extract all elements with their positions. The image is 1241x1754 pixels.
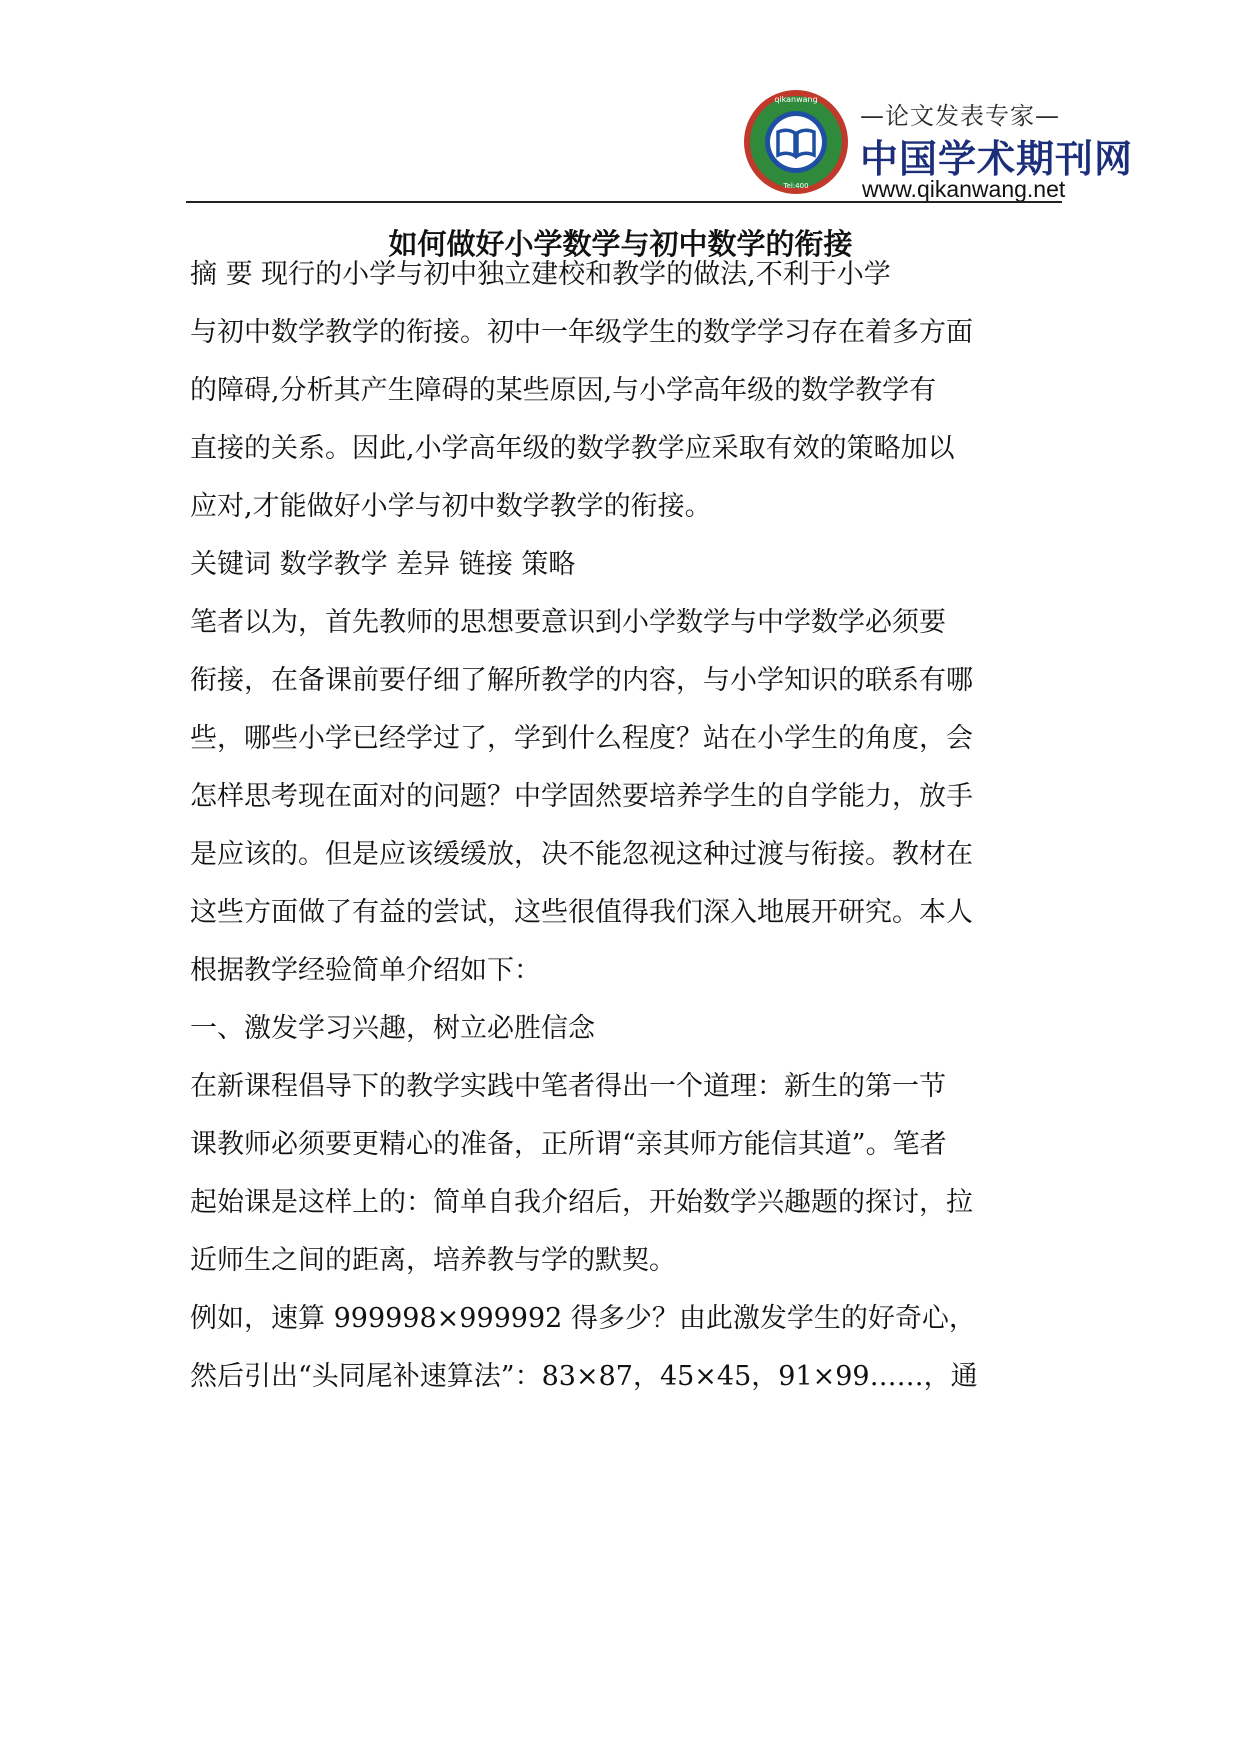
text-line: 近师生之间的距离，培养教与学的默契。 [190,1245,676,1276]
text-line: 应对,才能做好小学与初中数学教学的衔接。 [190,491,712,522]
text-line: 课教师必须要更精心的准备，正所谓“亲其师方能信其道”。笔者 [190,1129,947,1160]
logo-slogan: —论文发表专家— [860,102,1060,130]
book-seal-icon [742,88,850,196]
keywords-line: 关键词 数学教学 差异 链接 策略 [190,549,576,580]
text-line: 例如，速算 999998×999992 得多少？由此激发学生的好奇心， [190,1303,976,1334]
text-line: 然后引出“头同尾补速算法”：83×87，45×45，91×99……，通 [190,1361,978,1392]
text-line: 这些方面做了有益的尝试，这些很值得我们深入地展开研究。本人 [190,897,973,928]
text-line: 是应该的。但是应该缓缓放，决不能忽视这种过渡与衔接。教材在 [190,839,973,870]
text-line: 笔者以为，首先教师的思想要意识到小学数学与中学数学必须要 [190,607,946,638]
article-title: 如何做好小学数学与初中数学的衔接 [388,227,853,261]
logo-brand-name: 中国学术期刊网 [860,137,1134,181]
text-line: 与初中数学教学的衔接。初中一年级学生的数学学习存在着多方面 [190,317,973,348]
text-line: 根据教学经验简单介绍如下： [190,955,541,986]
svg-text:Tel:400: Tel:400 [783,182,809,190]
text-line: 起始课是这样上的：简单自我介绍后，开始数学兴趣题的探讨，拉 [190,1187,973,1218]
section-heading: 一、激发学习兴趣，树立必胜信念 [190,1013,595,1044]
text-line: 在新课程倡导下的教学实践中笔者得出一个道理：新生的第一节 [190,1071,946,1102]
text-line: 怎样思考现在面对的问题？中学固然要培养学生的自学能力，放手 [190,781,973,812]
text-line: 的障碍,分析其产生障碍的某些原因,与小学高年级的数学教学有 [190,375,937,406]
text-line: 直接的关系。因此,小学高年级的数学教学应采取有效的策略加以 [190,433,955,464]
header-divider [186,201,1062,203]
logo-url: www.qikanwang.net [862,176,1066,202]
svg-text:qikanwang: qikanwang [774,95,818,104]
text-line: 些，哪些小学已经学过了，学到什么程度？站在小学生的角度，会 [190,723,973,754]
publisher-logo [742,88,1134,202]
text-line: 摘 要 现行的小学与初中独立建校和教学的做法,不利于小学 [190,259,891,290]
text-line: 衔接，在备课前要仔细了解所教学的内容，与小学知识的联系有哪 [190,665,973,696]
